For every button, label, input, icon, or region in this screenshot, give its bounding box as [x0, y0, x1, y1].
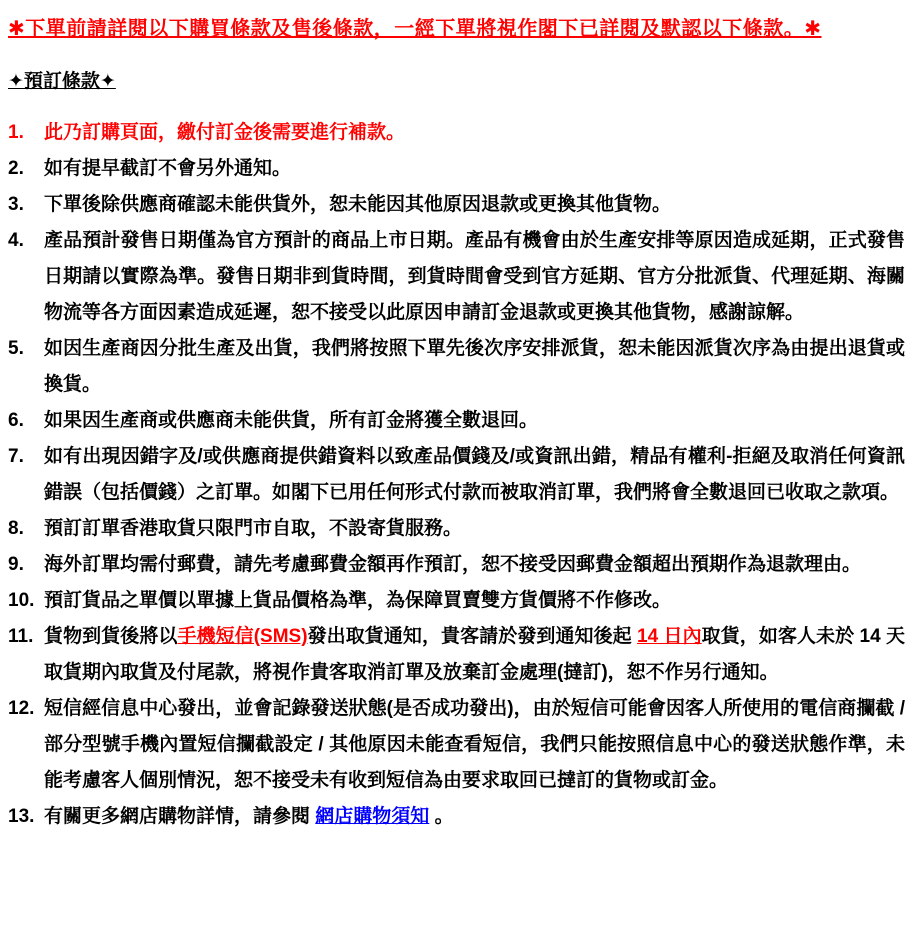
term-text-segment: 如因生產商因分批生產及出貨，我們將按照下單先後次序安排派貨，恕未能因派貨次序為由提出退貨或換貨。: [44, 338, 905, 395]
term-number: 6.: [8, 410, 24, 431]
term-text: [44, 583, 905, 619]
term-text-segment: 發出取貨通知，貴客請於發到通知後起: [307, 626, 638, 647]
term-number: 4.: [8, 230, 24, 251]
term-text-segment: 如有出現因錯字及/或供應商提供錯資料以致產品價錢及/或資訊出錯，精品有權利-拒絕及取消任何資訊錯誤（包括價錢）之訂單。如閣下已用任何形式付款而被取消訂單，我們將會全數退回已收取之款項。: [44, 446, 905, 503]
term-number: 3.: [8, 194, 24, 215]
term-number: 2.: [8, 158, 24, 179]
term-text-segment: 預訂訂單香港取貨只限門市自取，不設寄貨服務。: [44, 518, 463, 539]
term-item-6: [8, 403, 905, 439]
term-text: [44, 223, 905, 331]
term-item-2: [8, 151, 905, 187]
red-underlined-emphasis-text: 手機短信(SMS): [177, 626, 308, 647]
term-text: [44, 187, 905, 223]
term-text-segment: 產品預計發售日期僅為官方預計的商品上市日期。產品有機會由於生產安排等原因造成延期，正式發售日期請以實際為準。發售日期非到貨時間，到貨時間會受到官方延期、官方分批派貨、代理延期、海關物流等各方面因素造成延遲，恕不接受以此原因申請訂金退款或更換其他貨物，感謝諒解。: [44, 230, 905, 323]
term-item-1: [8, 115, 905, 151]
term-item-11: [8, 619, 905, 691]
term-text: [44, 403, 905, 439]
term-number: 12.: [8, 698, 35, 719]
term-number: 13.: [8, 806, 35, 827]
red-emphasis-text: 此乃訂購頁面，繳付訂金後需要進行補款。: [44, 122, 406, 143]
term-item-10: [8, 583, 905, 619]
term-text: [44, 511, 905, 547]
term-text: [44, 799, 905, 835]
term-item-3: [8, 187, 905, 223]
term-text-segment: 貨物到貨後將以: [44, 626, 178, 647]
term-text: [44, 619, 905, 691]
term-number: 1.: [8, 122, 24, 143]
term-text-segment: 下單後除供應商確認未能供貨外，恕未能因其他原因退款或更換其他貨物。: [44, 194, 672, 215]
store-shopping-notice-link[interactable]: 網店購物須知: [315, 806, 430, 827]
term-text: [44, 151, 905, 187]
term-item-12: [8, 691, 905, 799]
term-text-segment: 如有提早截訂不會另外通知。: [44, 158, 292, 179]
term-text-segment: 預訂貨品之單價以單據上貨品價格為準，為保障買賣雙方貨價將不作修改。: [44, 590, 672, 611]
term-text-segment: 有關更多網店購物詳情，請參閱: [44, 806, 316, 827]
term-item-4: [8, 223, 905, 331]
section-heading-preorder-terms: ✦預訂條款✦: [8, 71, 116, 92]
term-number: 10.: [8, 590, 35, 611]
term-text-segment: 短信經信息中心發出，並會記錄發送狀態(是否成功發出)，由於短信可能會因客人所使用的電信商攔截 / 部分型號手機內置短信攔截設定 / 其他原因未能查看短信，我們只能按照信息中心的發送狀態作準，未能考慮客人個別情況，恕不接受未有收到短信為由要求取回已撻訂的貨物或訂金。: [44, 698, 905, 791]
term-text: [44, 547, 905, 583]
term-text: [44, 115, 905, 151]
term-item-7: [8, 439, 905, 511]
red-underlined-emphasis-text: 14 日內: [637, 626, 702, 647]
term-text-segment: 海外訂單均需付郵費，請先考慮郵費金額再作預訂，恕不接受因郵費金額超出預期作為退款理由。: [44, 554, 862, 575]
page-title: ✱下單前請詳閱以下購買條款及售後條款，一經下單將視作閣下已詳閱及默認以下條款。✱: [8, 18, 822, 40]
term-text: [44, 691, 905, 799]
term-number: 5.: [8, 338, 24, 359]
term-text: [44, 331, 905, 403]
term-text: [44, 439, 905, 511]
terms-list: [8, 115, 905, 835]
term-item-9: [8, 547, 905, 583]
term-item-5: [8, 331, 905, 403]
term-number: 8.: [8, 518, 24, 539]
term-item-8: [8, 511, 905, 547]
term-item-13: [8, 799, 905, 835]
term-number: 11.: [8, 626, 34, 647]
term-number: 9.: [8, 554, 24, 575]
term-text-segment: 取貨，如客人未於 14 天取貨期內取貨及付尾款，將視作貴客取消訂單及放棄訂金處理(撻訂)，恕不作另行通知。: [44, 626, 905, 683]
term-text-segment: 如果因生產商或供應商未能供貨，所有訂金將獲全數退回。: [44, 410, 539, 431]
term-number: 7.: [8, 446, 24, 467]
term-text-segment: 。: [429, 806, 454, 827]
